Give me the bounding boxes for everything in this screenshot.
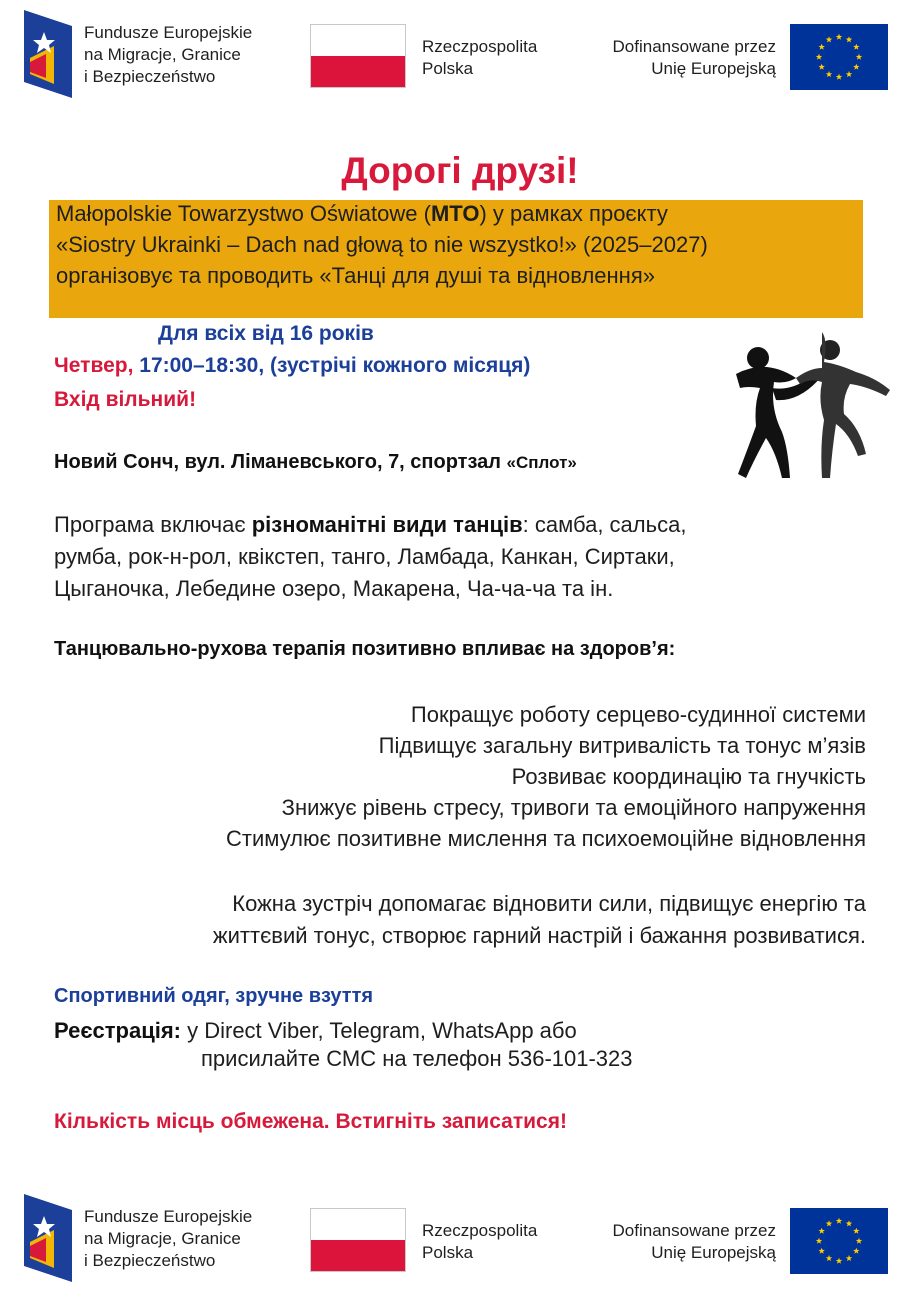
- logo-bar-top: [0, 8, 920, 108]
- fe-emblem-icon: [24, 10, 72, 98]
- therapy-heading: Танцювально-рухова терапія позитивно впливає на здоров’я:: [54, 638, 676, 660]
- benefit-item: Розвиває координацію та гнучкість: [511, 764, 866, 789]
- program-line2: румба, рок-н-рол, квікстеп, танго, Ламбада, Канкан, Сиртаки,: [54, 544, 675, 569]
- eu-line1: Dofinansowane przez: [612, 37, 776, 56]
- poland-flag-icon: [310, 24, 406, 88]
- summary-line2: життєвий тонус, створює гарний настрій і бажання розвиватися.: [212, 923, 866, 948]
- age-info: Для всіх від 16 років: [158, 322, 374, 345]
- registration-channels: у Direct Viber, Telegram, WhatsApp або: [181, 1018, 577, 1043]
- pl-line2: Polska: [422, 1243, 474, 1262]
- eu-logo-text: [560, 36, 776, 80]
- program-line3: Цыганочка, Лебедине озеро, Макарена, Ча-ча-ча та ін.: [54, 576, 614, 601]
- logo-bar-bottom: [0, 1192, 920, 1292]
- intro-line3: організовує та проводить «Танці для душі та відновлення»: [56, 263, 655, 288]
- poland-flag-icon: [310, 1208, 406, 1272]
- limited-places-note: Кількість місць обмежена. Встигніть записатися!: [54, 1110, 567, 1133]
- venue-name: «Сплот»: [506, 453, 577, 472]
- address-text: Новий Сонч, вул. Ліманевського, 7, спортзал: [54, 451, 501, 473]
- intro-line1: Małopolskie Towarzystwo Oświatowe (MTO) у рамках проєкту: [56, 201, 668, 226]
- clothing-note: Спортивний одяг, зручне взуття: [54, 985, 374, 1007]
- fe-line2: na Migracje, Granice: [84, 1229, 241, 1248]
- program-highlight: різноманітні види танців: [251, 512, 523, 537]
- eu-logo-text: [560, 1220, 776, 1264]
- fe-line3: i Bezpieczeństwo: [84, 67, 216, 86]
- fe-emblem-icon: [24, 1194, 72, 1282]
- benefit-item: Покращує роботу серцево-судинної системи: [410, 702, 866, 727]
- fe-line1: Fundusze Europejskie: [84, 1207, 253, 1226]
- benefits-list: [46, 699, 866, 854]
- schedule-hours: 17:00–18:30, (зустрічі кожного місяця): [139, 354, 531, 377]
- eu-line2: Unię Europejską: [651, 1243, 776, 1262]
- pl-line1: Rzeczpospolita: [422, 1221, 538, 1240]
- pl-line1: Rzeczpospolita: [422, 37, 538, 56]
- intro-line2: «Siostry Ukrainki – Dach nad głową to nie wszystko!» (2025–2027): [56, 232, 708, 257]
- eu-line1: Dofinansowane przez: [612, 1221, 776, 1240]
- pl-logo-text: [422, 1220, 537, 1264]
- intro-text: [56, 198, 856, 291]
- benefit-item: Знижує рівень стресу, тривоги та емоційного напруження: [281, 795, 866, 820]
- entry-free: Вхід вільний!: [54, 388, 197, 411]
- fe-line2: na Migracje, Granice: [84, 45, 241, 64]
- eu-flag-icon: [790, 1208, 888, 1274]
- program-line1: Програма включає різноманітні види танців: самба, сальса,: [54, 512, 687, 537]
- mto-abbrev: MTO: [430, 201, 480, 226]
- fe-logo-text: [84, 1206, 252, 1272]
- address: [54, 451, 577, 474]
- fe-line3: i Bezpieczeństwo: [84, 1251, 216, 1270]
- registration-label: Реєстрація:: [54, 1018, 181, 1043]
- eu-flag-icon: [790, 24, 888, 90]
- registration: [54, 1015, 577, 1046]
- fe-line1: Fundusze Europejskie: [84, 23, 253, 42]
- summary-text: [46, 888, 866, 952]
- pl-line2: Polska: [422, 59, 474, 78]
- registration-phone: присилайте СМС на телефон 536-101-323: [201, 1046, 633, 1071]
- pl-logo-text: [422, 36, 537, 80]
- fe-logo-text: [84, 22, 252, 88]
- benefit-item: Стимулює позитивне мислення та психоемоційне відновлення: [226, 826, 866, 851]
- benefit-item: Підвищує загальну витривалість та тонус м’язів: [378, 733, 866, 758]
- schedule-time: [54, 354, 530, 378]
- dancers-icon: [726, 328, 894, 492]
- program-text: [54, 509, 854, 605]
- eu-line2: Unię Europejską: [651, 59, 776, 78]
- summary-line1: Кожна зустріч допомагає відновити сили, підвищує енергію та: [232, 891, 866, 916]
- schedule-day: Четвер,: [54, 354, 134, 377]
- page-title: Дорогі друзі!: [341, 150, 579, 191]
